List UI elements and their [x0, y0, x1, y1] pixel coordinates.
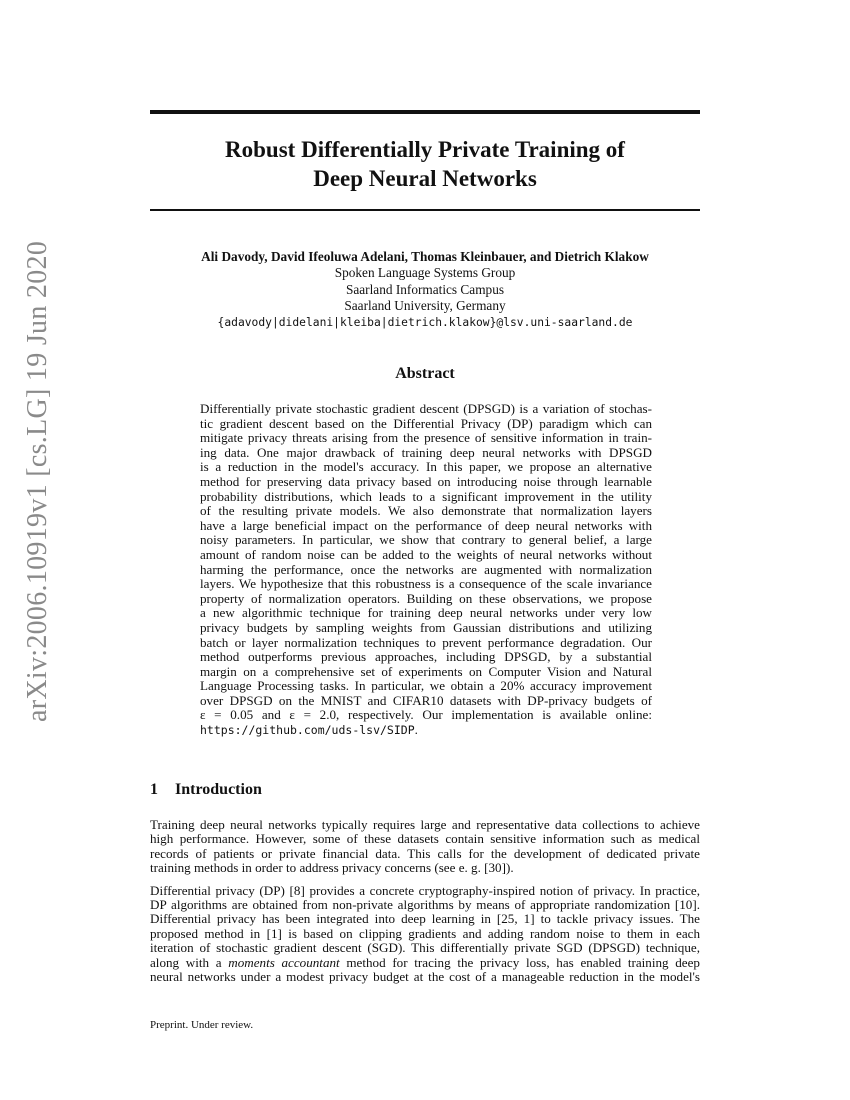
author-names: Ali Davody, David Ifeoluwa Adelani, Thomas Kleinbauer, and Dietrich Klakow [201, 249, 649, 264]
preprint-footer: Preprint. Under review. [150, 1019, 254, 1031]
paragraph-line: neural networks under a modest privacy budget at the cost of a manageable reduction in the model's [150, 968, 700, 984]
abstract-line: amount of random noise can be added to the weights of neural networks without [200, 546, 652, 562]
abstract-body [200, 402, 652, 738]
paragraph-line: training methods in order to address privacy concerns (see e. g. [30]). [150, 860, 514, 876]
title-line-1: Robust Differentially Private Training of [225, 137, 625, 162]
paragraph-line [150, 956, 700, 970]
abstract-line: harming the performance, once the networks are augmented with normalization [200, 561, 652, 577]
paragraph-line: DP algorithms are obtained from non-private algorithms by means of appropriate randomization [10]. [150, 896, 700, 912]
abstract-line: have a large beneficial impact on the performance of deep neural networks with [200, 517, 652, 533]
abstract-line: tic gradient descent based on the Differential Privacy (DP) paradigm which can [200, 415, 652, 431]
author-emails: {adavody|didelani|kleiba|dietrich.klakow}@lsv.uni-saarland.de [217, 315, 633, 329]
title-top-rule [150, 110, 700, 114]
paragraph-line: Training deep neural networks typically requires large and representative data collections to achieve [150, 817, 700, 832]
abstract-line: noisy parameters. In particular, we show that contrary to general belief, a large [200, 532, 652, 548]
section-title: Introduction [175, 781, 262, 798]
abstract-line: over DPSGD on the MNIST and CIFAR10 datasets with DP-privacy budgets of [200, 692, 652, 708]
emphasis-moments-accountant: moments accountant [228, 954, 340, 970]
paragraph-line: iteration of stochastic gradient descent (SGD). This differentially private SGD (DPSGD) technique, [150, 940, 700, 956]
paper-title [150, 135, 700, 193]
paragraph-line: records of patients or private financial data. This calls for the development of dedicated private [150, 845, 700, 861]
implementation-link[interactable]: https://github.com/uds-lsv/SIDP [200, 723, 415, 738]
abstract-line: probability distributions, which leads to a significant improvement in the utility [200, 488, 652, 504]
line-text: method for tracing the privacy loss, has enabled training deep [339, 954, 700, 970]
title-line-2: Deep Neural Networks [313, 166, 537, 191]
abstract-line: ε = 0.05 and ε = 2.0, respectively. Our implementation is available online: [200, 707, 652, 723]
abstract-line: Language Processing tasks. In particular, we obtain a 20% accuracy improvement [200, 678, 652, 694]
introduction-body [150, 818, 700, 992]
author-block [150, 249, 700, 331]
paragraph-line: Differential privacy (DP) [8] provides a concrete cryptography-inspired notion of privacy. In practice, [150, 882, 700, 898]
abstract-line: batch or layer normalization techniques to prevent performance degradation. Our [200, 634, 652, 650]
arxiv-identifier: arXiv:2006.10919v1 [cs.LG] 19 Jun 2020 [22, 240, 53, 722]
title-bottom-rule [150, 209, 700, 211]
abstract-line: margin on a comprehensive set of experiments on Computer Vision and Natural [200, 663, 652, 679]
abstract-line: of the resulting private models. We also demonstrate that normalization layers [200, 503, 652, 519]
abstract-line: Differentially private stochastic gradient descent (DPSGD) is a variation of stochas- [200, 401, 652, 416]
affiliation-group: Spoken Language Systems Group [334, 265, 516, 281]
abstract-line: a new algorithmic technique for training deep neural networks under very low [200, 605, 652, 621]
abstract-line: mitigate privacy threats arising from the presence of sensitive information in train- [200, 430, 652, 446]
affiliation-university: Saarland University, Germany [344, 298, 506, 314]
abstract-line: property of normalization operators. Building on these observations, we propose [200, 590, 652, 606]
abstract-url-line [200, 723, 652, 738]
line-text: along with a [150, 954, 229, 970]
section-number: 1 [150, 781, 158, 798]
abstract-line: ing data. One major drawback of training deep neural networks with DPSGD [200, 444, 652, 460]
abstract-url-suffix: . [414, 722, 418, 738]
abstract-line: method outperforms previous approaches, including DPSGD, by a substantial [200, 649, 652, 665]
abstract-line: is a reduction in the model's accuracy. In this paper, we propose an alternative [200, 459, 652, 475]
paragraph-line: high performance. However, some of these datasets contain sensitive information such as medical [150, 831, 700, 847]
intro-paragraph-2 [150, 884, 700, 985]
paragraph-line: Differential privacy has been integrated into deep learning in [25, 1] to tackle privacy issues. The [150, 911, 700, 927]
abstract-heading: Abstract [395, 365, 455, 382]
intro-paragraph-1 [150, 818, 700, 876]
abstract-line: method for preserving data privacy based on introducing noise through learnable [200, 473, 652, 489]
section-heading-introduction [150, 781, 262, 799]
affiliation-campus: Saarland Informatics Campus [345, 281, 505, 297]
abstract-line: privacy budgets by sampling weights from Gaussian distributions and utilizing [200, 619, 652, 635]
paragraph-line: proposed method in [1] is based on clipping gradients and adding random noise to them in each [150, 925, 700, 941]
abstract-line: layers. We hypothesize that this robustness is a consequence of the scale invariance [200, 576, 652, 592]
